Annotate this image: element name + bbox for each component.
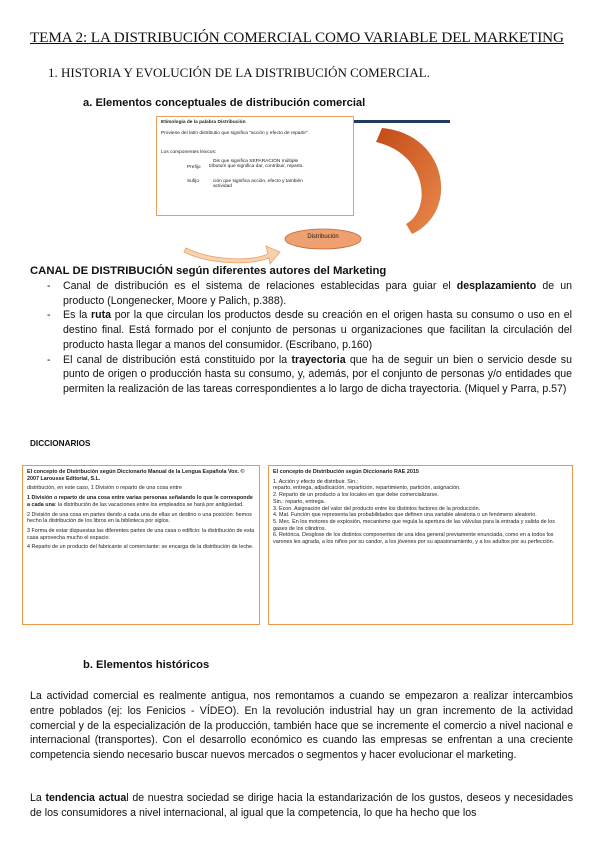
card-entry: 4. Mat. Función que representa las probabilidades que definen una variable aleatoria o un fenómeno aleatorio.	[273, 512, 537, 519]
card-entry: 3. Econ. Asignación del valor del producto entre los distintos factores de la producción.	[273, 505, 481, 512]
box-line2: Los componentes léxicos:	[161, 150, 217, 155]
suffix-line1: ción que significa acción, efecto y también	[213, 179, 303, 184]
definitions-list	[30, 279, 572, 397]
canal-heading: CANAL DE DISTRIBUCIÓN según diferentes autores del Marketing	[30, 265, 387, 277]
dictionary-card-vox	[22, 465, 260, 625]
card-intro: distribución, en este caso, 1 División o reparto de una cosa entre	[27, 485, 182, 492]
card-entry: Sin.: reparto, entrega.	[273, 498, 326, 505]
list-item: - Canal de distribución es el sistema de relaciones establecidas para guiar el desplazamiento de un producto (Longenecker, Moore y Palich, p.388).	[30, 279, 572, 308]
etymology-diagram	[150, 112, 450, 268]
curved-arrow-bottom	[184, 246, 280, 264]
card-entry: 2. Reparto de un producto a los locales en que debe comercializarse.	[273, 492, 439, 499]
card-entry: 1. Acción y efecto de distribuir. Sin.:	[273, 478, 359, 485]
card-entry: reparto, entrega, adjudicación, repartición, repartimiento, partición, asignación.	[273, 485, 461, 492]
connector-bar	[350, 120, 450, 123]
list-item: - Es la ruta por la que circulan los productos desde su creación en el origen hasta su consumo o uso en el destino final. Está formado por el conjunto de personas u organizaciones que facilitan la circulación del producto hasta llegar a manos del consumidor. (Escribano, p.160)	[30, 308, 572, 352]
prefix-line1: Dis que significa SEPARACIÓN múltiple	[213, 159, 299, 164]
suffix-label: Sufijo	[187, 179, 199, 184]
page-title: TEMA 2: LA DISTRIBUCIÓN COMERCIAL COMO VARIABLE DEL MARKETING	[30, 29, 564, 46]
card-entry: 3 Forma de estar dispuestas las diferentes partes de una casa o edificio: la distribución de esta casa aprovecha mucho el espacio.	[27, 527, 255, 541]
paragraph-history: La actividad comercial es realmente antigua, nos remontamos a cuando se empezaron a realizar intercambios entre poblados (ej: los Fenicios - VÍDEO). En la revolución industrial hay un gran incremento de la actividad comercial y de la especialización de la producción, también hace que se incremente el comercio a nivel nacional e internacional (transportes). Con el desarrollo económico es cuando las empresas se enfrentan a una creciente competencia siendo necesario buscar nuevos mercados o segmentos y hacer evolucionar el marketing.	[30, 690, 573, 762]
card-entry: 5. Mec. En los motores de explosión, mecanismo que regula la apertura de las válvulas para la entrada y salida de los gases de los cilindros.	[273, 518, 555, 532]
card-entry: 4 Reparto de un producto del fabricante al comerciante: se encarga de la distribución de leche.	[27, 544, 254, 551]
dictionary-card-rae	[268, 465, 573, 625]
subsection-a-heading: a. Elementos conceptuales de distribución comercial	[83, 97, 366, 109]
prefix-line2: tributum que significa dar, contribuir, reparto.	[209, 164, 304, 169]
subsection-b-heading: b. Elementos históricos	[83, 659, 210, 671]
card-entry: 1 División o reparto de una cosa entre varias personas señalando lo que le corresponde a cada una: la distribución de las vacaciones entre los empleados se hará por antigüedad.	[27, 495, 253, 508]
box-line1: Proviene del latín distributio que significa “acción y efecto de repartir”.	[161, 131, 309, 136]
card-header: El concepto de Distribución según Diccionario Manual de la Lengua Española Vox. © 2007 Larousse Editorial, S.L.	[27, 469, 245, 482]
list-item: - El canal de distribución está constituido por la trayectoria que ha de seguir un bien o servicio desde su punto de origen o producción hasta su consumo, y, además, por el conjunto de personas y/o entidades que permiten la realización de las tareas correspondientes a lo largo de dicha trayectoria. (Miquel y Parra, p.57)	[30, 353, 572, 397]
box-title: Etimología de la palabra Distribución	[161, 120, 246, 125]
card-entry: 6. Retórica. Desglose de los distintos componentes de una idea general previamente enunciada, como en a todos los varones les agrada, a los niños por su candor, a los jóvenes por su apasionamiento, y a los adultos por su perfección.	[273, 532, 555, 546]
paragraph-trend: La tendencia actual de nuestra sociedad se dirige hacia la estandarización de los gustos, deseos y necesidades de los consumidores a nivel internacional, al igual que la competencia, lo que ha hecho que los	[30, 792, 573, 819]
etymology-box	[156, 116, 354, 216]
card-header: El concepto de Distribución según Diccionario RAE 2015	[273, 469, 419, 475]
curved-arrow-right	[376, 128, 441, 234]
diccionarios-label: DICCIONARIOS	[30, 439, 91, 448]
card-entry: 2 División de una cosa en partes dando a cada una de ellas un destino o una posición: hemos hecho la distribución de los libros en la biblioteca por siglos.	[27, 511, 252, 525]
prefix-label: Prefijo	[187, 165, 201, 170]
section-heading: 1. HISTORIA Y EVOLUCIÓN DE LA DISTRIBUCIÓN COMERCIAL.	[48, 65, 430, 80]
oval-label: Distribución	[307, 234, 339, 240]
suffix-line2: actividad	[213, 184, 232, 189]
